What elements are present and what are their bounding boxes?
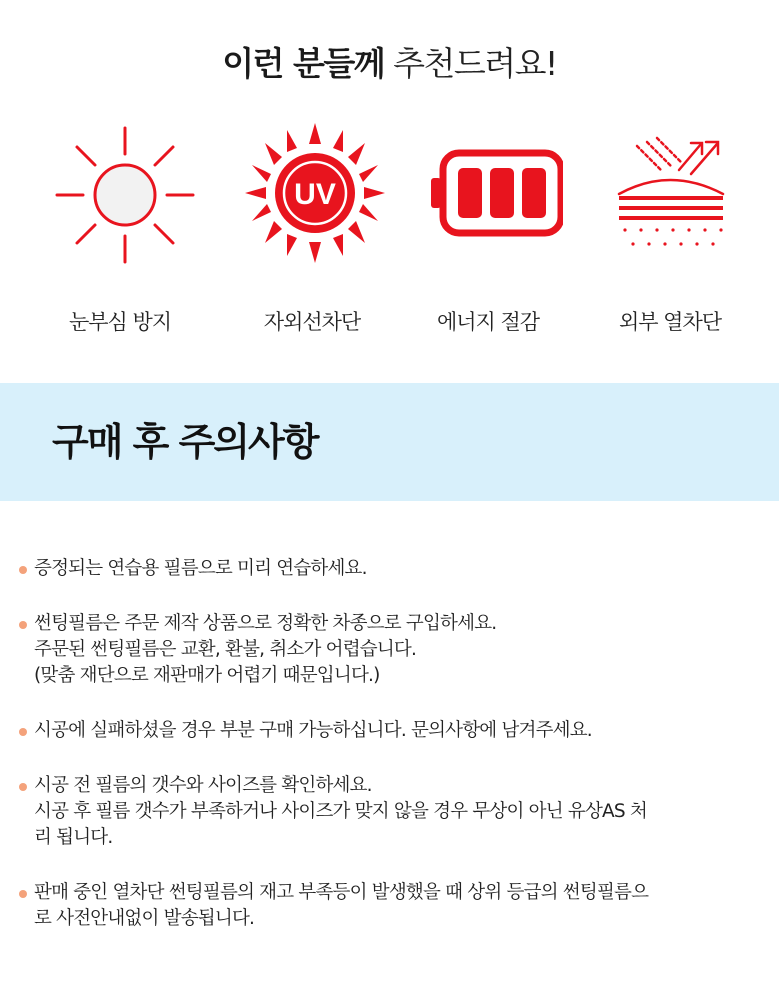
uv-icon <box>237 118 387 268</box>
notice-item <box>18 880 758 932</box>
bullet-dot-icon <box>19 890 27 898</box>
notice-line: 리 됩니다. <box>34 827 113 848</box>
feature-uv <box>232 118 392 336</box>
recommend-title-light: 추천드려요! <box>393 44 557 83</box>
notice-item <box>18 718 758 744</box>
battery-icon <box>413 118 563 268</box>
notice-line: (맞춤 재단으로 재판매가 어렵기 때문입니다.) <box>34 665 380 686</box>
feature-heat <box>590 118 750 336</box>
notice-title: 구매 후 주의사항 <box>52 420 318 464</box>
feature-label: 자외선차단 <box>263 310 361 334</box>
notice-line: 증정되는 연습용 필름으로 미리 연습하세요. <box>34 558 367 579</box>
notice-header-band <box>0 383 779 501</box>
feature-label: 눈부심 방지 <box>68 310 172 334</box>
notice-line: 시공 전 필름의 갯수와 사이즈를 확인하세요. <box>34 775 372 796</box>
sun-icon <box>45 118 195 268</box>
recommend-title-bold: 이런 분들께 <box>222 44 385 83</box>
feature-label: 외부 열차단 <box>618 310 722 334</box>
notice-item <box>18 556 758 582</box>
notice-line: 로 사전안내없이 발송됩니다. <box>34 908 255 929</box>
bullet-dot-icon <box>19 621 27 629</box>
uv-icon-text: UV <box>294 178 336 211</box>
notice-line: 판매 중인 열차단 썬팅필름의 재고 부족등이 발생했을 때 상위 등급의 썬팅필름으 <box>34 882 649 903</box>
notice-list <box>18 556 758 961</box>
heat-shield-icon <box>595 118 745 268</box>
bullet-dot-icon <box>19 566 27 574</box>
recommend-title <box>0 38 779 85</box>
notice-line: 주문된 썬팅필름은 교환, 환불, 취소가 어렵습니다. <box>34 639 417 660</box>
notice-line: 시공 후 필름 갯수가 부족하거나 사이즈가 맞지 않을 경우 무상이 아닌 유상AS 처 <box>34 801 647 822</box>
notice-line: 썬팅필름은 주문 제작 상품으로 정확한 차종으로 구입하세요. <box>34 613 497 634</box>
feature-energy <box>408 118 568 336</box>
notice-item <box>18 611 758 689</box>
bullet-dot-icon <box>19 728 27 736</box>
notice-item <box>18 773 758 851</box>
notice-line: 시공에 실패하셨을 경우 부분 구매 가능하십니다. 문의사항에 남겨주세요. <box>34 720 592 741</box>
feature-label: 에너지 절감 <box>436 310 540 334</box>
bullet-dot-icon <box>19 783 27 791</box>
feature-glare <box>40 118 200 336</box>
